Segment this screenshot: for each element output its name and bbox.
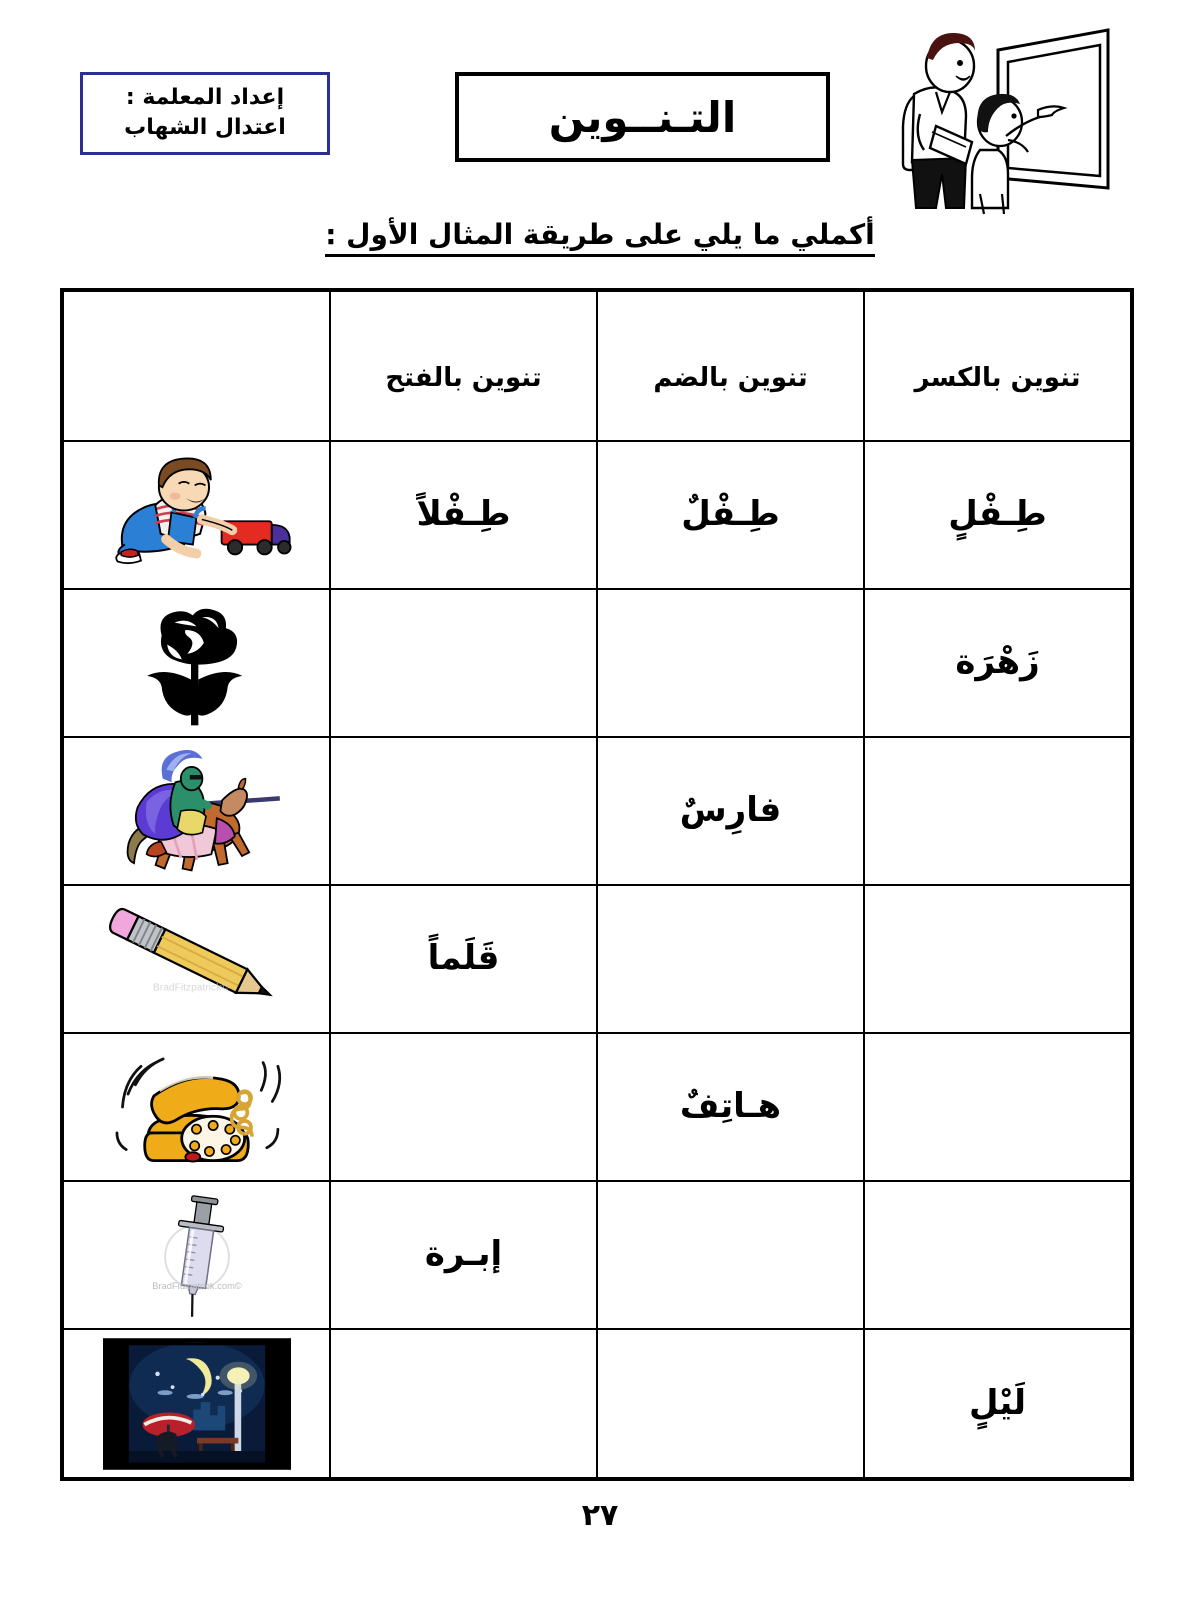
answer-word [598,646,863,680]
svg-text:©BradFitzpatrick.com: ©BradFitzpatrick.com [151,1280,242,1291]
cell-fatha[interactable] [330,1329,597,1479]
answer-word [331,794,596,828]
cell-picture [62,589,330,737]
teacher-and-child-at-whiteboard-illustration [880,18,1110,218]
table-row [62,885,1132,1033]
page-number: ٢٧ [581,1498,619,1533]
yellow-pencil-icon [64,889,329,1029]
answer-word: لَيْلٍ [969,1382,1026,1423]
column-header-tanween-kasra: تنوين بالكسر [864,290,1132,441]
credit-line-1: إعداد المعلمة : [125,85,285,110]
column-header-tanween-fatha: تنوين بالفتح [330,290,597,441]
cell-fatha[interactable] [330,885,597,1033]
table-row [62,1033,1132,1181]
page-header [0,0,1200,215]
answer-word: فارِسٌ [679,790,782,831]
worksheet-title-box [455,72,830,162]
table-header-row [62,290,1132,441]
answer-word [598,1387,863,1421]
cell-kasra[interactable] [864,441,1132,589]
tanween-exercise-table [60,288,1134,1481]
cell-kasra[interactable] [864,589,1132,737]
table-row [62,737,1132,885]
cell-picture [62,885,330,1033]
table-head [62,290,1132,441]
answer-word: طِـفْلٍ [948,494,1047,535]
cell-fatha[interactable] [330,441,597,589]
cell-damma[interactable] [597,589,864,737]
black-rose-flower-icon [64,593,329,733]
table-body [62,441,1132,1479]
table-row [62,1329,1132,1479]
cell-kasra[interactable] [864,1181,1132,1329]
knight-on-horseback-icon [64,741,329,881]
cell-damma[interactable] [597,737,864,885]
column-header-picture [62,290,330,441]
answer-word: إبـرة [424,1234,503,1275]
cell-fatha[interactable] [330,737,597,885]
column-header-tanween-damma: تنوين بالضم [597,290,864,441]
night-scene-moon-streetlamp-icon [64,1334,329,1474]
answer-word [598,942,863,976]
cell-damma[interactable] [597,885,864,1033]
cell-damma[interactable] [597,441,864,589]
answer-word [865,794,1130,828]
cell-picture [62,1181,330,1329]
cell-fatha[interactable] [330,1033,597,1181]
answer-word: قَلَماً [427,938,500,979]
page-title: التـنــوين [548,92,737,142]
cell-kasra[interactable] [864,885,1132,1033]
table-row [62,1181,1132,1329]
cell-picture [62,1033,330,1181]
svg-text:©BradFitzpatrick: ©BradFitzpatrick [152,982,229,994]
cell-damma[interactable] [597,1329,864,1479]
cell-picture [62,737,330,885]
cell-picture [62,1329,330,1479]
answer-word: طِـفْلاً [416,494,511,535]
cell-kasra[interactable] [864,737,1132,885]
answer-word [331,1090,596,1124]
instruction-row [0,218,1200,257]
table-row [62,441,1132,589]
answer-word [865,1238,1130,1272]
answer-word [331,646,596,680]
cell-kasra[interactable] [864,1033,1132,1181]
cell-damma[interactable] [597,1181,864,1329]
answer-word [865,942,1130,976]
answer-word: طِـفْلٌ [681,494,780,535]
cell-fatha[interactable] [330,1181,597,1329]
answer-word [865,1090,1130,1124]
answer-word [331,1387,596,1421]
table-row [62,589,1132,737]
answer-word: زَهْرَة [955,642,1040,683]
cell-picture [62,441,330,589]
credit-line-2: اعتدال الشهاب [124,114,286,140]
instruction-text: أكملي ما يلي على طريقة المثال الأول : [325,218,875,257]
yellow-ringing-telephone-icon [64,1037,329,1177]
teacher-credit-box [80,72,330,155]
cell-damma[interactable] [597,1033,864,1181]
boy-playing-with-toy-truck-icon [64,445,329,585]
cell-kasra[interactable] [864,1329,1132,1479]
cell-fatha[interactable] [330,589,597,737]
answer-word: هـاتِفٌ [679,1086,782,1127]
syringe-needle-icon [64,1185,329,1325]
answer-word [598,1238,863,1272]
